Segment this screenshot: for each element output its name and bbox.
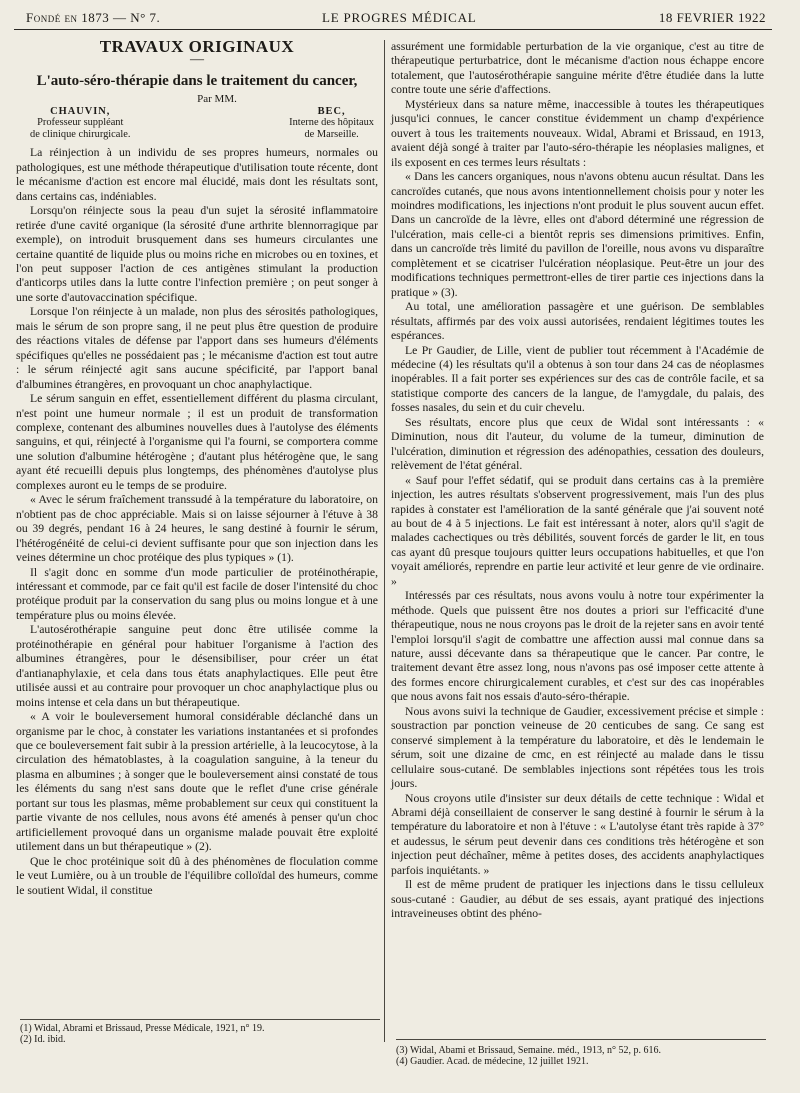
- footnote-rule-left: [20, 1019, 380, 1020]
- journal-title: LE PROGRES MÉDICAL: [322, 10, 477, 25]
- issue-date: 18 FEVRIER 1922: [658, 10, 766, 25]
- footnotes-right: [396, 1045, 766, 1067]
- body-paragraph: Au total, une amélioration passagère et une guérison. De semblables résultats, affirmés par des voix aussi autorisées, rendaient légitimes toutes les espérances.: [391, 300, 764, 343]
- journal-founding: Fondé en 1873 — N° 7.: [26, 10, 161, 25]
- author-role: de clinique chirurgicale.: [30, 128, 131, 140]
- footnotes-left: [20, 1023, 380, 1045]
- body-paragraph: La réinjection à un individu de ses propres humeurs, normales ou pathologiques, est une méthode thérapeutique d'utilisation toute récente, dont le mécanisme d'action est encore mal élucidé, mais dont les résultats sont, dans certains cas, indéniables.: [16, 146, 378, 203]
- body-paragraph: L'autosérothérapie sanguine peut donc être utilisée comme la protéinothérapie en général pour habituer l'organisme à l'action des albumines étrangères, pour le désensibiliser, pour créer un état d'antianaphylaxie, et cela dans tous états anaphylactiques. Elle peut être utilisée aussi et au contraire pour provoquer un choc anaphylactique plus ou moins intense et cela dans un but thérapeutique.: [16, 623, 378, 709]
- article-title: L'auto-séro-thérapie dans le traitement du cancer,: [36, 73, 358, 90]
- body-paragraph: Mystérieux dans sa nature même, inaccessible à toutes les thérapeutiques jusqu'ici connues, le cancer constitue évidemment un champ d'expérience ouvert à tous les traitements nouveaux. Widal, Abrami et Brissaud, en 1913, avaient déjà songé à traiter par l'auto-séro-thérapie les néoplasies malignes, et ils exposent en ces termes leurs résultats :: [391, 97, 764, 169]
- title-dash: —: [190, 52, 204, 68]
- body-paragraph: Lorsque l'on réinjecte à un malade, non plus des sérosités pathologiques, mais le sérum de son propre sang, il ne peut plus être question de produire des réactions vitales de défense par l'apport dans ses humeurs d'éléments spécifiques qu'elles ne possédaient pas ; le mécanisme d'action est tout autre : le sérum réinjecté agit sans aucune spécificité, par l'apport banal d'albumines étrangères, en provoquant un choc anaphylactique.: [16, 305, 378, 391]
- author-name: BEC,: [317, 105, 346, 117]
- author-role: Professeur suppléant: [37, 117, 124, 129]
- body-paragraph: « Dans les cancers organiques, nous n'avons obtenu aucun résultat. Dans les cancroïdes cutanés, que nous avons intentionnellement choisis pour y noter les moindres modifications, les injections n'ont produit le plus souvent aucun effet. Dans un cancroïde de la lèvre, elles ont d'abord déterminé une régression de l'ulcération, mais celle-ci a bientôt repris ses dimensions primitives. Enfin, dans un cancroïde très limité du pavillon de l'oreille, nous avons vu disparaître complètement et se cicatriser l'ulcération néoplasique. Peut-être un jour des modifications techniques permettront-elles de tirer partie ces injections dans la pratique » (3).: [391, 170, 764, 299]
- body-paragraph: Nous croyons utile d'insister sur deux détails de cette technique : Widal et Abrami déjà conseillaient de conserver le sang destiné à fournir le sérum à la température du laboratoire et non à l'étuve : « L'autolyse étant très rapide à 37° et audessus, le sérum peut devenir dans ces conditions très hétérogène et son injection peut déchaîner, même à petites doses, des accidents anaphylactiques parfois inquiétants. »: [391, 791, 764, 877]
- byline-par: Par MM.: [197, 92, 237, 105]
- body-paragraph: Il s'agit donc en somme d'un mode particulier de protéinothérapie, intéressant et commode, par ce fait qu'il est facile de doser l'intensité du choc protéique produit par la conservation du sang plus ou moins longue et à une température plus ou moins élevée.: [16, 565, 378, 622]
- body-paragraph: Ses résultats, encore plus que ceux de Widal sont intéressants : « Diminution, nous dit l'auteur, du volume de la tumeur, diminution de l'ulcération, diminution et régression des adénopathies, cessation des douleurs, relèvement de l'état général.: [391, 415, 764, 473]
- author-role: de Marseille.: [304, 128, 359, 140]
- left-column: [16, 37, 378, 898]
- body-paragraph: « Sauf pour l'effet sédatif, qui se produit dans certains cas à la première injection, les autres résultats s'observent progressivement, mais l'un des plus rapides à constater est l'amélioration de la santé générale que j'ai souvent noté au bout de 4 à 5 injections. Le fait est intéressant à noter, alors qu'il s'agit de malades cachectiques ou très débilités, souvent forcés de garder le lit, en tous cas ayant dû presque toujours quitter leurs occupations habituelles, et que l'on voyait améliorés, reprendre en partie leur activité et leur genre de vie ordinaire. »: [391, 473, 764, 588]
- body-paragraph: Nous avons suivi la technique de Gaudier, excessivement précise et simple : soustraction par ponction veineuse de 20 centicubes de sang. Ce sang est conservé simplement à la température du laboratoire, et dès le lendemain le sérum, soit une dizaine de cmc, en est réinjecté au malade dans le tissu cellulaire sous-cutané. De semblables injections sont répétées tous les trois jours.: [391, 704, 764, 791]
- body-paragraph: « Avec le sérum fraîchement transsudé à la température du laboratoire, on n'obtient pas de choc appréciable. Mais si on laisse séjourner à l'étuve à 38 ou 39 degrés, pendant 16 à 24 heures, le sang destiné à fournir le sérum, l'hétérogénéité de celui-ci devient suffisante pour que son injection dans les veines détermine un choc protéique des plus typiques » (1).: [16, 493, 378, 565]
- right-column: [391, 40, 764, 922]
- author-bec: [289, 106, 374, 141]
- body-paragraph: Lorsqu'on réinjecte sous la peau d'un sujet la sérosité inflammatoire retirée d'une cavité organique (la sérosité d'une arthrite blennorragique par exemple), on introduit brusquement dans ses humeurs circulantes une certaine quantité de liquide plus ou moins riche en microbes ou en toxines, et l'on peut supposer l'action de ces antigènes stimulant la production d'anticorps utiles dans la lutte contre l'infection première ; on peut songer à une sorte d'autovaccination spécifique.: [16, 204, 378, 304]
- authors: [30, 106, 374, 141]
- page-header: [14, 7, 772, 30]
- body-paragraph: assurément une formidable perturbation de la vie organique, c'est au titre de thérapeutique perturbatrice, dont le mécanisme d'action nous échappe encore totalement, que l'autosérothérapie sanguine mérite d'être étudiée dans la lutte contre toute une série d'affections.: [391, 40, 764, 97]
- author-role: Interne des hôpitaux: [289, 117, 374, 129]
- footnote-rule-right: [396, 1039, 766, 1040]
- body-paragraph: « A voir le bouleversement humoral considérable déclanché dans un organisme par le choc, à constater les variations instantanées et si profondes que ce bouleversement fait subir à la pression artérielle, à la leucocytose, à la circulation des hématoblastes, à la coagulation sanguine, à la teneur du plasma en albumines ; à songer que le bouleversement ainsi constaté de tous les éléments du sang n'est sans doute que le reflet d'une crise générale portant sur tous les plasmas, même probablement sur ceux qui constituent la partie vivante de nos cellules, nous avons été amenés à penser qu'un choc artificiellement provoqué dans un organisme malade pouvait être exploité utilement dans un but thérapeutique » (2).: [16, 710, 378, 854]
- footnote: (4) Gaudier. Acad. de médecine, 12 juillet 1921.: [396, 1056, 589, 1067]
- body-paragraph: Il est de même prudent de pratiquer les injections dans le tissu celluleux sous-cutané : Gaudier, au début de ses essais, ayant pratiqué des injections intraveineuses obtint des phéno-: [391, 878, 764, 921]
- author-chauvin: [30, 106, 131, 141]
- body-paragraph: Le sérum sanguin en effet, essentiellement différent du plasma circulant, n'est point une humeur normale ; il est un produit de transformation complexe, contenant des albumines nouvelles dues à l'autolyse des éléments sanguins, et qui, réinjecté à l'organisme qui l'a fourni, se comportera comme une solution d'albumine hétérogène ; d'autant plus hétérogène que, le sang ayant été recueilli depuis plus longtemps, des phénomènes d'autolyse plus complexes auront eu le temps de se produire.: [16, 392, 378, 492]
- body-paragraph: Intéressés par ces résultats, nous avons voulu à notre tour expérimenter la méthode. Quels que puissent être nos doutes a priori sur l'efficacité d'une thérapeutique, nous ne nous croyons pas le droit de la rejeter sans en avoir tenté l'emploi lorsqu'il s'agit de combattre une affection aussi mal connue dans sa nature, aussi décevante dans sa thérapeutique que le cancer. Par contre, le traitement devant être assez long, nous n'avons pas osé imposer cette attente à des formes encore chirurgicalement curables, et c'est sur des cas inopérables que nous avons fait nos essais d'auto-séro-thérapie.: [391, 589, 764, 704]
- column-divider: [384, 40, 385, 1042]
- author-name: CHAUVIN,: [50, 105, 111, 117]
- section-title: TRAVAUX ORIGINAUX: [99, 37, 295, 56]
- footnote: (1) Widal, Abrami et Brissaud, Presse Médicale, 1921, n° 19.: [20, 1023, 265, 1034]
- footnote: (2) Id. ibid.: [20, 1034, 66, 1045]
- body-paragraph: Que le choc protéinique soit dû à des phénomènes de floculation comme le veut Lumière, ou à un trouble de l'équilibre colloïdal des humeurs, comme le soutient Widal, il constitue: [16, 854, 378, 897]
- body-paragraph: Le Pr Gaudier, de Lille, vient de publier tout récemment à l'Académie de médecine (4) les résultats qu'il a obtenus à son tour dans 24 cas de néoplasmes inopérables. Il a fait porter ses expériences sur des cas de contrôle facile, et sa statistique comporte des cancers de la langue, de l'amygdale, du palais, des fosses nasales, du sein et du cuir chevelu.: [391, 343, 764, 415]
- footnote: (3) Widal, Abami et Brissaud, Semaine. méd., 1913, n° 52, p. 616.: [396, 1045, 662, 1056]
